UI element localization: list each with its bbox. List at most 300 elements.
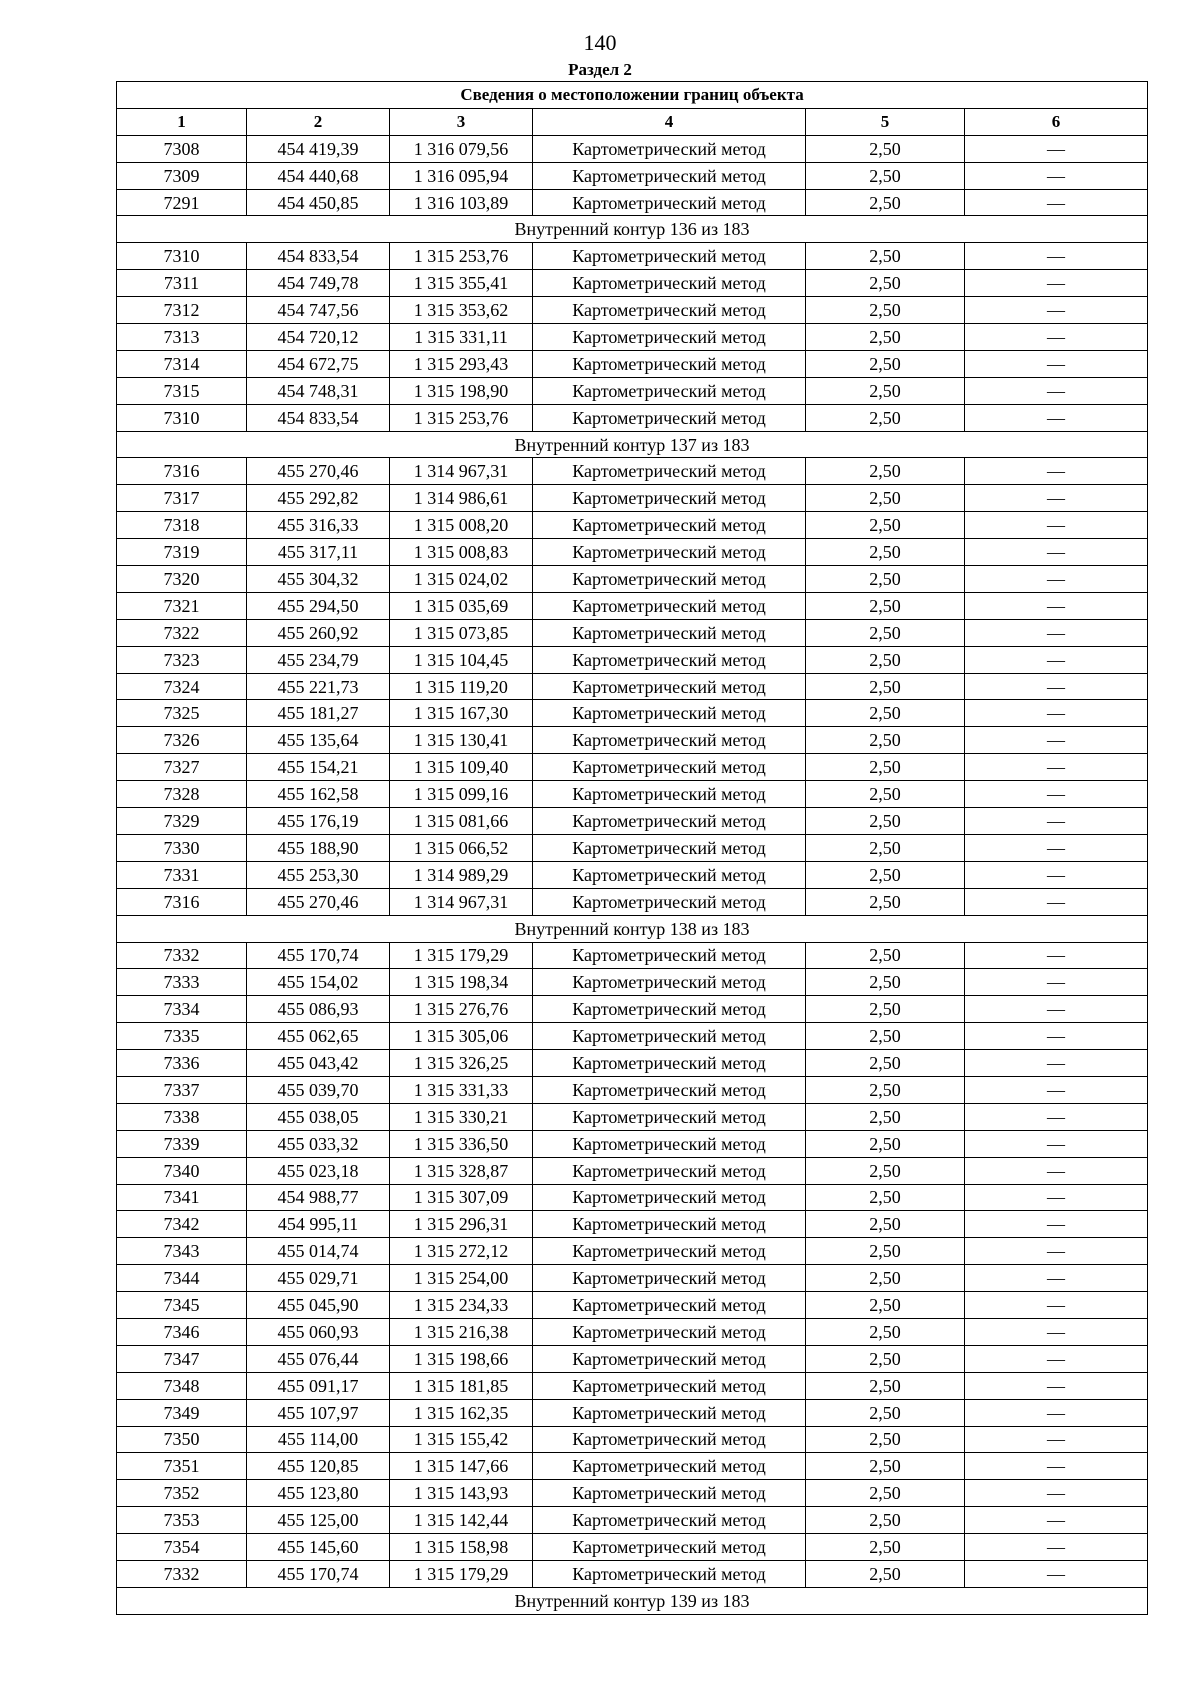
point-number-cell: 7335 xyxy=(117,1023,247,1050)
description-cell: — xyxy=(965,1023,1148,1050)
method-cell: Картометрический метод xyxy=(533,700,806,727)
coord-y-cell: 1 315 328,87 xyxy=(390,1157,533,1184)
method-cell: Картометрический метод xyxy=(533,834,806,861)
accuracy-cell: 2,50 xyxy=(806,619,965,646)
method-cell: Картометрический метод xyxy=(533,458,806,485)
contour-row xyxy=(117,431,1148,458)
coord-x-cell: 455 033,32 xyxy=(247,1130,390,1157)
point-number-cell: 7310 xyxy=(117,243,247,270)
accuracy-cell: 2,50 xyxy=(806,404,965,431)
method-cell: Картометрический метод xyxy=(533,861,806,888)
coord-x-cell: 455 234,79 xyxy=(247,646,390,673)
accuracy-cell: 2,50 xyxy=(806,673,965,700)
accuracy-cell: 2,50 xyxy=(806,1372,965,1399)
point-number-cell: 7344 xyxy=(117,1265,247,1292)
table-row xyxy=(117,1103,1148,1130)
accuracy-cell: 2,50 xyxy=(806,1560,965,1587)
contour-label: Внутренний контур 138 из 183 xyxy=(117,915,1148,942)
table-row xyxy=(117,700,1148,727)
coord-x-cell: 455 316,33 xyxy=(247,512,390,539)
description-cell: — xyxy=(965,404,1148,431)
contour-label: Внутренний контур 139 из 183 xyxy=(117,1587,1148,1614)
coord-x-cell: 454 450,85 xyxy=(247,189,390,216)
accuracy-cell: 2,50 xyxy=(806,350,965,377)
point-number-cell: 7331 xyxy=(117,861,247,888)
coord-y-cell: 1 315 307,09 xyxy=(390,1184,533,1211)
table-row xyxy=(117,1211,1148,1238)
contour-label: Внутренний контур 137 из 183 xyxy=(117,431,1148,458)
accuracy-cell: 2,50 xyxy=(806,1318,965,1345)
point-number-cell: 7315 xyxy=(117,377,247,404)
point-number-cell: 7354 xyxy=(117,1534,247,1561)
table-row xyxy=(117,727,1148,754)
accuracy-cell: 2,50 xyxy=(806,781,965,808)
coord-x-cell: 454 748,31 xyxy=(247,377,390,404)
method-cell: Картометрический метод xyxy=(533,727,806,754)
description-cell: — xyxy=(965,646,1148,673)
method-cell: Картометрический метод xyxy=(533,1076,806,1103)
method-cell: Картометрический метод xyxy=(533,1480,806,1507)
coord-x-cell: 455 154,02 xyxy=(247,969,390,996)
description-cell: — xyxy=(965,1318,1148,1345)
description-cell: — xyxy=(965,189,1148,216)
description-cell: — xyxy=(965,1103,1148,1130)
method-cell: Картометрический метод xyxy=(533,646,806,673)
table-row xyxy=(117,969,1148,996)
column-number: 5 xyxy=(806,108,965,135)
description-cell: — xyxy=(965,1426,1148,1453)
coord-y-cell: 1 314 967,31 xyxy=(390,888,533,915)
point-number-cell: 7311 xyxy=(117,270,247,297)
description-cell: — xyxy=(965,539,1148,566)
coord-y-cell: 1 315 081,66 xyxy=(390,808,533,835)
accuracy-cell: 2,50 xyxy=(806,270,965,297)
point-number-cell: 7314 xyxy=(117,350,247,377)
coord-y-cell: 1 315 142,44 xyxy=(390,1507,533,1534)
accuracy-cell: 2,50 xyxy=(806,1157,965,1184)
coord-y-cell: 1 315 293,43 xyxy=(390,350,533,377)
method-cell: Картометрический метод xyxy=(533,942,806,969)
method-cell: Картометрический метод xyxy=(533,1534,806,1561)
coord-x-cell: 454 419,39 xyxy=(247,135,390,162)
accuracy-cell: 2,50 xyxy=(806,1023,965,1050)
point-number-cell: 7341 xyxy=(117,1184,247,1211)
coord-x-cell: 455 060,93 xyxy=(247,1318,390,1345)
accuracy-cell: 2,50 xyxy=(806,1534,965,1561)
contour-label: Внутренний контур 136 из 183 xyxy=(117,216,1148,243)
point-number-cell: 7318 xyxy=(117,512,247,539)
description-cell: — xyxy=(965,727,1148,754)
method-cell: Картометрический метод xyxy=(533,135,806,162)
point-number-cell: 7326 xyxy=(117,727,247,754)
column-number: 3 xyxy=(390,108,533,135)
coord-x-cell: 455 270,46 xyxy=(247,458,390,485)
table-row xyxy=(117,566,1148,593)
accuracy-cell: 2,50 xyxy=(806,754,965,781)
column-number-row xyxy=(117,108,1148,135)
description-cell: — xyxy=(965,673,1148,700)
point-number-cell: 7323 xyxy=(117,646,247,673)
coord-y-cell: 1 315 066,52 xyxy=(390,834,533,861)
description-cell: — xyxy=(965,834,1148,861)
accuracy-cell: 2,50 xyxy=(806,1480,965,1507)
table-row xyxy=(117,1426,1148,1453)
coord-x-cell: 454 747,56 xyxy=(247,297,390,324)
coord-y-cell: 1 315 024,02 xyxy=(390,566,533,593)
table-row xyxy=(117,189,1148,216)
column-number: 4 xyxy=(533,108,806,135)
coord-x-cell: 454 749,78 xyxy=(247,270,390,297)
method-cell: Картометрический метод xyxy=(533,377,806,404)
coord-x-cell: 454 995,11 xyxy=(247,1211,390,1238)
table-row xyxy=(117,458,1148,485)
coord-x-cell: 455 294,50 xyxy=(247,592,390,619)
description-cell: — xyxy=(965,619,1148,646)
table-row xyxy=(117,646,1148,673)
table-row xyxy=(117,1023,1148,1050)
description-cell: — xyxy=(965,162,1148,189)
table-row xyxy=(117,243,1148,270)
point-number-cell: 7351 xyxy=(117,1453,247,1480)
description-cell: — xyxy=(965,1211,1148,1238)
point-number-cell: 7319 xyxy=(117,539,247,566)
method-cell: Картометрический метод xyxy=(533,189,806,216)
coord-x-cell: 455 170,74 xyxy=(247,942,390,969)
coord-y-cell: 1 315 162,35 xyxy=(390,1399,533,1426)
method-cell: Картометрический метод xyxy=(533,1184,806,1211)
accuracy-cell: 2,50 xyxy=(806,969,965,996)
accuracy-cell: 2,50 xyxy=(806,700,965,727)
coord-y-cell: 1 315 104,45 xyxy=(390,646,533,673)
method-cell: Картометрический метод xyxy=(533,485,806,512)
coord-y-cell: 1 315 155,42 xyxy=(390,1426,533,1453)
coord-y-cell: 1 315 198,34 xyxy=(390,969,533,996)
coord-y-cell: 1 315 198,90 xyxy=(390,377,533,404)
coord-y-cell: 1 315 158,98 xyxy=(390,1534,533,1561)
coord-x-cell: 455 270,46 xyxy=(247,888,390,915)
method-cell: Картометрический метод xyxy=(533,619,806,646)
description-cell: — xyxy=(965,270,1148,297)
coord-y-cell: 1 316 095,94 xyxy=(390,162,533,189)
point-number-cell: 7336 xyxy=(117,1050,247,1077)
point-number-cell: 7350 xyxy=(117,1426,247,1453)
accuracy-cell: 2,50 xyxy=(806,888,965,915)
table-row xyxy=(117,1480,1148,1507)
table-body xyxy=(117,135,1148,1614)
description-cell: — xyxy=(965,297,1148,324)
coord-y-cell: 1 316 079,56 xyxy=(390,135,533,162)
coord-y-cell: 1 315 355,41 xyxy=(390,270,533,297)
coord-x-cell: 455 062,65 xyxy=(247,1023,390,1050)
table-row xyxy=(117,834,1148,861)
coord-y-cell: 1 315 109,40 xyxy=(390,754,533,781)
description-cell: — xyxy=(965,996,1148,1023)
table-row xyxy=(117,1560,1148,1587)
table-row xyxy=(117,350,1148,377)
point-number-cell: 7325 xyxy=(117,700,247,727)
coord-y-cell: 1 314 967,31 xyxy=(390,458,533,485)
method-cell: Картометрический метод xyxy=(533,566,806,593)
coord-x-cell: 455 123,80 xyxy=(247,1480,390,1507)
coord-y-cell: 1 315 167,30 xyxy=(390,700,533,727)
coord-x-cell: 455 304,32 xyxy=(247,566,390,593)
point-number-cell: 7345 xyxy=(117,1292,247,1319)
method-cell: Картометрический метод xyxy=(533,350,806,377)
point-number-cell: 7334 xyxy=(117,996,247,1023)
description-cell: — xyxy=(965,592,1148,619)
point-number-cell: 7324 xyxy=(117,673,247,700)
method-cell: Картометрический метод xyxy=(533,539,806,566)
accuracy-cell: 2,50 xyxy=(806,512,965,539)
description-cell: — xyxy=(965,243,1148,270)
coord-x-cell: 455 145,60 xyxy=(247,1534,390,1561)
table-row xyxy=(117,1399,1148,1426)
table-row xyxy=(117,539,1148,566)
table-row xyxy=(117,861,1148,888)
description-cell: — xyxy=(965,1076,1148,1103)
method-cell: Картометрический метод xyxy=(533,1507,806,1534)
table-row xyxy=(117,1050,1148,1077)
point-number-cell: 7313 xyxy=(117,324,247,351)
accuracy-cell: 2,50 xyxy=(806,861,965,888)
table-row xyxy=(117,1130,1148,1157)
description-cell: — xyxy=(965,781,1148,808)
coord-x-cell: 455 120,85 xyxy=(247,1453,390,1480)
description-cell: — xyxy=(965,1372,1148,1399)
coord-y-cell: 1 315 253,76 xyxy=(390,404,533,431)
description-cell: — xyxy=(965,350,1148,377)
description-cell: — xyxy=(965,135,1148,162)
method-cell: Картометрический метод xyxy=(533,270,806,297)
method-cell: Картометрический метод xyxy=(533,592,806,619)
accuracy-cell: 2,50 xyxy=(806,996,965,1023)
table-row xyxy=(117,888,1148,915)
table-row xyxy=(117,808,1148,835)
coord-y-cell: 1 315 254,00 xyxy=(390,1265,533,1292)
point-number-cell: 7338 xyxy=(117,1103,247,1130)
method-cell: Картометрический метод xyxy=(533,1023,806,1050)
accuracy-cell: 2,50 xyxy=(806,592,965,619)
table-row xyxy=(117,754,1148,781)
method-cell: Картометрический метод xyxy=(533,324,806,351)
coord-x-cell: 455 181,27 xyxy=(247,700,390,727)
coord-y-cell: 1 314 986,61 xyxy=(390,485,533,512)
coord-y-cell: 1 315 305,06 xyxy=(390,1023,533,1050)
method-cell: Картометрический метод xyxy=(533,1318,806,1345)
coord-x-cell: 455 176,19 xyxy=(247,808,390,835)
description-cell: — xyxy=(965,512,1148,539)
accuracy-cell: 2,50 xyxy=(806,324,965,351)
coord-y-cell: 1 315 119,20 xyxy=(390,673,533,700)
coord-x-cell: 455 076,44 xyxy=(247,1345,390,1372)
column-number: 1 xyxy=(117,108,247,135)
point-number-cell: 7309 xyxy=(117,162,247,189)
point-number-cell: 7330 xyxy=(117,834,247,861)
table-row xyxy=(117,1238,1148,1265)
point-number-cell: 7337 xyxy=(117,1076,247,1103)
description-cell: — xyxy=(965,566,1148,593)
method-cell: Картометрический метод xyxy=(533,297,806,324)
method-cell: Картометрический метод xyxy=(533,1426,806,1453)
table-row xyxy=(117,1318,1148,1345)
accuracy-cell: 2,50 xyxy=(806,162,965,189)
method-cell: Картометрический метод xyxy=(533,1238,806,1265)
method-cell: Картометрический метод xyxy=(533,969,806,996)
coord-x-cell: 455 292,82 xyxy=(247,485,390,512)
coord-x-cell: 455 135,64 xyxy=(247,727,390,754)
description-cell: — xyxy=(965,1130,1148,1157)
method-cell: Картометрический метод xyxy=(533,512,806,539)
point-number-cell: 7332 xyxy=(117,942,247,969)
point-number-cell: 7328 xyxy=(117,781,247,808)
description-cell: — xyxy=(965,1480,1148,1507)
table-row xyxy=(117,1507,1148,1534)
point-number-cell: 7347 xyxy=(117,1345,247,1372)
point-number-cell: 7340 xyxy=(117,1157,247,1184)
coord-y-cell: 1 315 276,76 xyxy=(390,996,533,1023)
description-cell: — xyxy=(965,1184,1148,1211)
description-cell: — xyxy=(965,1534,1148,1561)
method-cell: Картометрический метод xyxy=(533,243,806,270)
method-cell: Картометрический метод xyxy=(533,1292,806,1319)
coord-x-cell: 455 045,90 xyxy=(247,1292,390,1319)
coord-x-cell: 455 014,74 xyxy=(247,1238,390,1265)
point-number-cell: 7291 xyxy=(117,189,247,216)
section-title: Раздел 2 xyxy=(568,60,632,79)
accuracy-cell: 2,50 xyxy=(806,1265,965,1292)
coord-y-cell: 1 315 216,38 xyxy=(390,1318,533,1345)
description-cell: — xyxy=(965,700,1148,727)
coord-x-cell: 454 440,68 xyxy=(247,162,390,189)
coord-y-cell: 1 315 147,66 xyxy=(390,1453,533,1480)
coord-x-cell: 454 833,54 xyxy=(247,243,390,270)
description-cell: — xyxy=(965,861,1148,888)
point-number-cell: 7320 xyxy=(117,566,247,593)
coord-x-cell: 455 086,93 xyxy=(247,996,390,1023)
method-cell: Картометрический метод xyxy=(533,888,806,915)
contour-row xyxy=(117,216,1148,243)
table-row xyxy=(117,781,1148,808)
accuracy-cell: 2,50 xyxy=(806,808,965,835)
coord-x-cell: 455 039,70 xyxy=(247,1076,390,1103)
contour-row xyxy=(117,915,1148,942)
point-number-cell: 7310 xyxy=(117,404,247,431)
coord-y-cell: 1 315 234,33 xyxy=(390,1292,533,1319)
description-cell: — xyxy=(965,324,1148,351)
coord-x-cell: 455 188,90 xyxy=(247,834,390,861)
description-cell: — xyxy=(965,1050,1148,1077)
description-cell: — xyxy=(965,1157,1148,1184)
accuracy-cell: 2,50 xyxy=(806,1292,965,1319)
table-row xyxy=(117,1076,1148,1103)
accuracy-cell: 2,50 xyxy=(806,1050,965,1077)
table-row xyxy=(117,1292,1148,1319)
method-cell: Картометрический метод xyxy=(533,1130,806,1157)
point-number-cell: 7342 xyxy=(117,1211,247,1238)
coord-x-cell: 455 107,97 xyxy=(247,1399,390,1426)
method-cell: Картометрический метод xyxy=(533,996,806,1023)
coord-y-cell: 1 315 326,25 xyxy=(390,1050,533,1077)
coord-y-cell: 1 315 099,16 xyxy=(390,781,533,808)
description-cell: — xyxy=(965,754,1148,781)
coord-x-cell: 455 043,42 xyxy=(247,1050,390,1077)
description-cell: — xyxy=(965,888,1148,915)
point-number-cell: 7339 xyxy=(117,1130,247,1157)
table-row xyxy=(117,996,1148,1023)
description-cell: — xyxy=(965,458,1148,485)
coord-y-cell: 1 315 336,50 xyxy=(390,1130,533,1157)
accuracy-cell: 2,50 xyxy=(806,1076,965,1103)
method-cell: Картометрический метод xyxy=(533,781,806,808)
coord-y-cell: 1 315 073,85 xyxy=(390,619,533,646)
point-number-cell: 7327 xyxy=(117,754,247,781)
method-cell: Картометрический метод xyxy=(533,1453,806,1480)
point-number-cell: 7332 xyxy=(117,1560,247,1587)
coord-y-cell: 1 315 181,85 xyxy=(390,1372,533,1399)
method-cell: Картометрический метод xyxy=(533,1211,806,1238)
method-cell: Картометрический метод xyxy=(533,1265,806,1292)
coord-y-cell: 1 315 296,31 xyxy=(390,1211,533,1238)
method-cell: Картометрический метод xyxy=(533,673,806,700)
method-cell: Картометрический метод xyxy=(533,1103,806,1130)
coord-y-cell: 1 315 272,12 xyxy=(390,1238,533,1265)
coord-x-cell: 455 091,17 xyxy=(247,1372,390,1399)
description-cell: — xyxy=(965,1292,1148,1319)
coord-y-cell: 1 315 179,29 xyxy=(390,1560,533,1587)
point-number-cell: 7308 xyxy=(117,135,247,162)
coord-y-cell: 1 315 253,76 xyxy=(390,243,533,270)
point-number-cell: 7353 xyxy=(117,1507,247,1534)
accuracy-cell: 2,50 xyxy=(806,297,965,324)
point-number-cell: 7316 xyxy=(117,458,247,485)
accuracy-cell: 2,50 xyxy=(806,1130,965,1157)
column-number: 2 xyxy=(247,108,390,135)
coord-x-cell: 455 029,71 xyxy=(247,1265,390,1292)
table-row xyxy=(117,1534,1148,1561)
table-row xyxy=(117,485,1148,512)
accuracy-cell: 2,50 xyxy=(806,646,965,673)
accuracy-cell: 2,50 xyxy=(806,1103,965,1130)
coord-y-cell: 1 315 008,83 xyxy=(390,539,533,566)
method-cell: Картометрический метод xyxy=(533,1372,806,1399)
table-row xyxy=(117,270,1148,297)
table-row xyxy=(117,377,1148,404)
table-row xyxy=(117,297,1148,324)
point-number-cell: 7321 xyxy=(117,592,247,619)
accuracy-cell: 2,50 xyxy=(806,727,965,754)
coord-x-cell: 455 260,92 xyxy=(247,619,390,646)
description-cell: — xyxy=(965,1560,1148,1587)
table-row xyxy=(117,619,1148,646)
table-row xyxy=(117,1184,1148,1211)
point-number-cell: 7348 xyxy=(117,1372,247,1399)
description-cell: — xyxy=(965,1265,1148,1292)
accuracy-cell: 2,50 xyxy=(806,1453,965,1480)
coord-x-cell: 455 317,11 xyxy=(247,539,390,566)
description-cell: — xyxy=(965,377,1148,404)
coord-x-cell: 454 988,77 xyxy=(247,1184,390,1211)
coord-y-cell: 1 315 035,69 xyxy=(390,592,533,619)
accuracy-cell: 2,50 xyxy=(806,1345,965,1372)
description-cell: — xyxy=(965,942,1148,969)
table-row xyxy=(117,1157,1148,1184)
coord-y-cell: 1 316 103,89 xyxy=(390,189,533,216)
coord-y-cell: 1 315 008,20 xyxy=(390,512,533,539)
table-row xyxy=(117,324,1148,351)
coord-x-cell: 455 114,00 xyxy=(247,1426,390,1453)
accuracy-cell: 2,50 xyxy=(806,566,965,593)
accuracy-cell: 2,50 xyxy=(806,485,965,512)
